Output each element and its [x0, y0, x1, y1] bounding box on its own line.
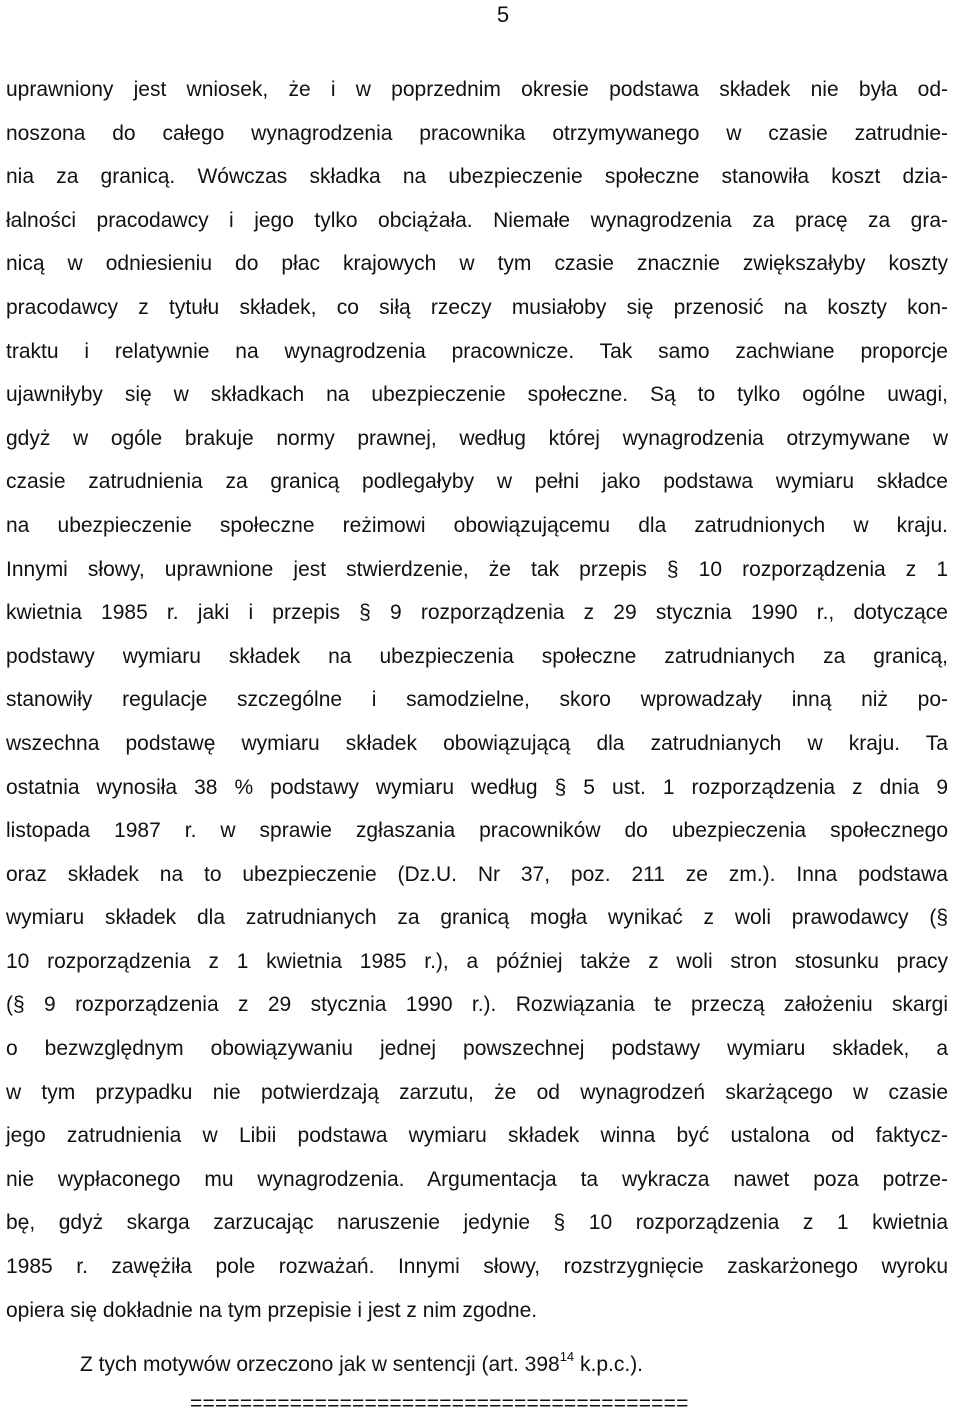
closing-sentence	[80, 1343, 643, 1386]
text-line: noszona do całego wynagrodzenia pracownika otrzymywanego w czasie zatrudnie-	[6, 121, 948, 145]
text-line: listopada 1987 r. w sprawie zgłaszania pracowników do ubezpieczenia społecznego	[6, 819, 948, 843]
text-line: uprawniony jest wniosek, że i w poprzednim okresie podstawa składek nie była od-	[6, 78, 948, 101]
text-line: (§ 9 rozporządzenia z 29 stycznia 1990 r.). Rozwiązania te przeczą założeniu skargi	[6, 993, 948, 1017]
text-line: pracodawcy z tytułu składek, co siłą rzeczy musiałoby się przenosić na koszty kon-	[6, 295, 948, 319]
text-line: wymiaru składek dla zatrudnianych za granicą mogła wynikać z woli prawodawcy (§	[6, 906, 948, 930]
text-line: stanowiły regulacje szczególne i samodzielne, skoro wprowadzały inną niż po-	[6, 688, 948, 712]
text-line: 1985 r. zawężiła pole rozważań. Innymi słowy, rozstrzygnięcie zaskarżonego wyroku	[6, 1255, 948, 1279]
text-line: kwietnia 1985 r. jaki i przepis § 9 rozporządzenia z 29 stycznia 1990 r., dotyczące	[6, 601, 948, 625]
body-text	[6, 68, 948, 1332]
text-line: oraz składek na to ubezpieczenie (Dz.U. Nr 37, poz. 211 ze zm.). Inna podstawa	[6, 862, 948, 886]
text-line: nia za granicą. Wówczas składka na ubezpieczenie społeczne stanowiła koszt dzia-	[6, 165, 948, 189]
article-superscript: 14	[559, 1349, 575, 1364]
page-number: 5	[496, 2, 510, 27]
text-line: podstawy wymiaru składek na ubezpieczenia społeczne zatrudnianych za granicą,	[6, 644, 948, 668]
text-line: gdyż w ogóle brakuje normy prawnej, według której wynagrodzenia otrzymywane w	[6, 426, 948, 450]
text-line: w tym przypadku nie potwierdzają zarzutu, że od wynagrodzeń skarżącego w czasie	[6, 1080, 948, 1104]
text-line: nie wypłaconego mu wynagrodzenia. Argumentacja ta wykracza nawet poza potrze-	[6, 1167, 948, 1191]
closing-text: Z tych motywów orzeczono jak w sentencji (art. 398	[80, 1353, 560, 1376]
text-line: nicą w odniesieniu do płac krajowych w tym czasie znacznie zwiększałyby koszty	[6, 252, 948, 276]
closing-text-end: k.p.c.).	[574, 1353, 644, 1376]
text-line: o bezwzględnym obowiązywaniu jednej powszechnej podstawy wymiaru składek, a	[6, 1037, 948, 1061]
text-line: czasie zatrudnienia za granicą podlegałyby w pełni jako podstawa wymiaru składce	[6, 470, 948, 494]
text-line: jego zatrudnienia w Libii podstawa wymiaru składek winna być ustalona od faktycz-	[6, 1124, 948, 1148]
text-line: bę, gdyż skarga zarzucając naruszenie jedynie § 10 rozporządzenia z 1 kwietnia	[6, 1211, 948, 1235]
text-line: traktu i relatywnie na wynagrodzenia pracownicze. Tak samo zachwiane proporcje	[6, 339, 948, 363]
text-line: wszechna podstawę wymiaru składek obowiązującą dla zatrudnianych w kraju. Ta	[6, 731, 948, 755]
text-line: ujawniłyby się w składkach na ubezpieczenie społeczne. Są to tylko ogólne uwagi,	[6, 383, 948, 407]
text-line: Innymi słowy, uprawnione jest stwierdzenie, że tak przepis § 10 rozporządzenia z 1	[6, 557, 948, 581]
text-line: 10 rozporządzenia z 1 kwietnia 1985 r.), a później także z woli stron stosunku pracy	[6, 949, 948, 973]
text-line: łalności pracodawcy i jego tylko obciążała. Niemałe wynagrodzenia za pracę za gra-	[6, 208, 948, 232]
text-line: opiera się dokładnie na tym przepisie i jest z nim zgodne.	[6, 1298, 538, 1322]
text-line: na ubezpieczenie społeczne reżimowi obowiązującemu dla zatrudnionych w kraju.	[6, 513, 948, 537]
separator-line: ========================================	[190, 1392, 689, 1415]
text-line: ostatnia wynosiła 38 % podstawy wymiaru według § 5 ust. 1 rozporządzenia z dnia 9	[6, 775, 948, 799]
